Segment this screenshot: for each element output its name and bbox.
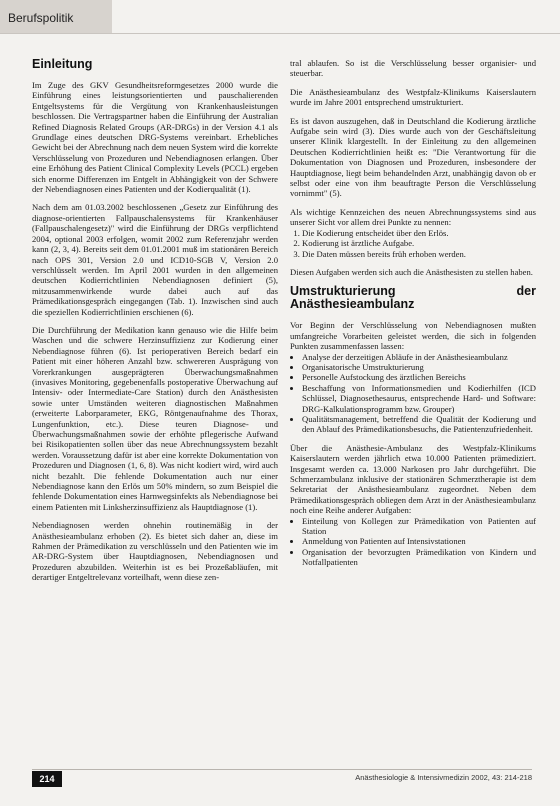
paragraph: Die Durchführung der Medikation kann genauso wie die Hilfe beim Waschen und die schwere Herzinsuffizienz zur Kodierung einer Nebendiagnose führen (6). Ist perioperativen Bereich bedarf ein Patient mit einer höheren Anzahl bzw. schwereren Ausprägung von Vorerkrankungen ausgeprägteren Überwachungsmaßnahmen (invasives Monitoring, gegebenenfalls postoperative Überwachung auf Intensiv- oder Intermediate-Care Station) durch den Anästhesisten sowie unter Umständen weiteren diagnostischen Maßnahmen (erweiterte Laborparameter, EKG, Röntgenaufnahme des Thorax, Lungenfunktion, etc.). Diese teuren Diagnose- und Überwachungsmaßnahmen sowie der erhöhte pflegerische Aufwand bei Risikopatienten sollen über das neue Abrechnungssystem bezahlt werden. Voraussetzung dafür ist aber eine korrekte Dokumentation von Prozeduren und Diagnosen (1, 6, 8). Was nicht kodiert wird, wird auch nicht bezahlt. Die fehlende Dokumentation auch nur einer Nebendiagnose kann den Erlös um 50% mindern, so zum Beispiel die fehlende Dokumentation eines Harnwegsinfekts als Nebendiagnose bei einem Patienten mit Linksherzinsuffizienz als Hauptdiagnose (1). bbox=[32, 324, 278, 512]
heading-umstrukturierung: Umstrukturierung der Anästhesieambulanz bbox=[290, 284, 536, 312]
footer-citation: Anästhesiologie & Intensivmedizin 2002, 43: 214-218 bbox=[355, 773, 532, 782]
list-item: 1. Die Kodierung entscheidet über den Erlös. bbox=[302, 228, 536, 238]
list-item: • Organisatorische Umstrukturierung bbox=[302, 362, 536, 372]
list-item: • Beschaffung von Informationsmedien und Kodierhilfen (ICD Schlüssel, Diagnosethesaurus, entsprechende Hard- und Software: DRG-Kalkulationsprogramm bzw. Grouper) bbox=[302, 383, 536, 414]
header-divider bbox=[0, 33, 560, 34]
left-column bbox=[32, 58, 278, 591]
list-item: • Anmeldung von Patienten auf Intensivstationen bbox=[302, 536, 536, 546]
page-number: 214 bbox=[32, 771, 62, 787]
list-item: 3. Die Daten müssen bereits früh erhoben werden. bbox=[302, 249, 536, 259]
list-item: • Analyse der derzeitigen Abläufe in der Anästhesieambulanz bbox=[302, 352, 536, 362]
paragraph: Es ist davon auszugehen, daß in Deutschland die Kodierung ärztliche Aufgabe sein wird (3). Dies wurde auch von der Geschäftsleitung unserer Klinik klargestellt. In der Einleitung zu den allgemeinen Deutschen Kodierrichtlinien heißt es: "Die Verantwortung für die Dokumentation von Diagnosen und Prozeduren, insbesondere der Hauptdiagnose, liegt beim behandelnden Arzt, unabhängig davon ob er selbst oder eine von ihm beauftragte Person die Verschlüsselung vornimmt" (5). bbox=[290, 115, 536, 199]
list-item: 2. Kodierung ist ärztliche Aufgabe. bbox=[302, 238, 536, 248]
paragraph: Diesen Aufgaben werden sich auch die Anästhesisten zu stellen haben. bbox=[290, 266, 533, 277]
section-label: Berufspolitik bbox=[8, 11, 74, 25]
paragraph: Vor Beginn der Verschlüsselung von Nebendiagnosen mußten umfangreiche Vorarbeiten geleistet werden, die sich in folgenden Punkten zusammenfassen lassen: bbox=[290, 320, 536, 352]
right-column bbox=[290, 58, 536, 576]
footer-divider bbox=[32, 769, 532, 770]
heading-einleitung: Einleitung bbox=[32, 57, 93, 71]
bullet-list bbox=[290, 516, 536, 568]
paragraph: Im Zuge des GKV Gesundheitsreformgesetzes 2000 wurde die Einführung eines leistungsorientierten und pauschalierenden Entgeltsystems für die Vergütung von Krankenhausleistungen beschlossen. Die Vertragspartner haben die Einführung der Australian Refined Diagnosis Related Groups (AR-DRGs) in der Version 4.1 als Grundlage eines deutschen DRG-Systems vereinbart. Erhebliches Gewicht bei der Abrechnung nach dem neuen System wird die korrekte Verschlüsselung von Prozeduren und Nebendiagnosen erlangen. Über eine Erhöhung des Patient Clinical Complexity Levels (PCCL) ergeben sich enorme Differenzen im Entgelt in Abhängigkeit von der Schwere der Nebendiagnosen eines Patienten und der Kodierqualität (1). bbox=[32, 80, 278, 195]
numbered-list bbox=[290, 228, 536, 259]
paragraph: tral ablaufen. So ist die Verschlüsselung besser organisier- und steuerbar. bbox=[290, 58, 536, 79]
list-item: • Einteilung von Kollegen zur Prämedikation von Patienten auf Station bbox=[302, 516, 536, 537]
paragraph: Als wichtige Kennzeichen des neuen Abrechnungssystems sind aus unserer Sicht vor allem drei Punkte zu nennen: bbox=[290, 206, 536, 228]
list-item: • Personelle Aufstockung des ärztlichen Bereichs bbox=[302, 372, 536, 382]
list-item: • Qualitätsmanagement, betreffend die Qualität der Kodierung und den Ablauf des Prämedikationsbesuchs, die Patientenzufriedenheit. bbox=[302, 414, 536, 435]
bullet-list bbox=[290, 352, 536, 435]
paragraph: Über die Anästhesie-Ambulanz des Westpfalz-Klinikums Kaiserslautern werden jährlich etwa 10.000 Patienten prämediziert. Insgesamt werden ca. 13.000 Narkosen pro Jahr durchgeführt. Die Schmerzambulanz inklusive der stationären Schmerztherapie ist dem Sekretariat der Anästhesieambulanz zugeordnet. Neben dem Prämedikationsgespräch obliegen dem Arzt in der Anästhesieambulanz noch eine Reihe anderer Aufgaben: bbox=[290, 442, 536, 516]
paragraph: Nach dem am 01.03.2002 beschlossenen „Gesetz zur Einführung des diagnose-orientierten Fallpauschalensystems für Krankenhäuser (Fallpauschalengesetz)" wird die Einführung der DRGs verpflichtend 2004, optional 2003 erfolgen, womit 2002 zum Referenzjahr werden kann (2, 3, 4). Bereits seit dem 01.01.2001 muß im stationären Bereich nach OPS 301, Version 2.0 und ICD10-SGB V, Version 2.0 verschlüsselt werden. Im April 2001 wurden in den allgemeinen deutschen Kodierrichtlinien Nebendiagnosen definiert (5), mitzusammenwirkende wurde dabei auch auf das Prämedikationsgespräch eingegangen (Tab. 1). Inzwischen sind auch die speziellen Kodierrichtlinien erschienen (6). bbox=[32, 202, 278, 317]
list-item: • Organisation der bevorzugten Prämedikation von Kindern und Notfallpatienten bbox=[302, 547, 536, 568]
paragraph: Nebendiagnosen werden ohnehin routinemäßig in der Anästhesieambulanz erhoben (2). Es bietet sich daher an, diese im Rahmen der Prämedikation zu verschlüsseln und den Patienten wie im AR-DRG-System über Hauptdiagnosen, Nebendiagnosen und Prozeduren abzubilden. Weiterhin ist es bei Prozeßabläufen, mit derartiger Entgeltrelevanz vorteilhaft, wenn diese zen- bbox=[32, 520, 278, 583]
paragraph: Die Anästhesieambulanz des Westpfalz-Klinikums Kaiserslautern wurde im Jahre 2001 entsprechend umstrukturiert. bbox=[290, 86, 536, 108]
